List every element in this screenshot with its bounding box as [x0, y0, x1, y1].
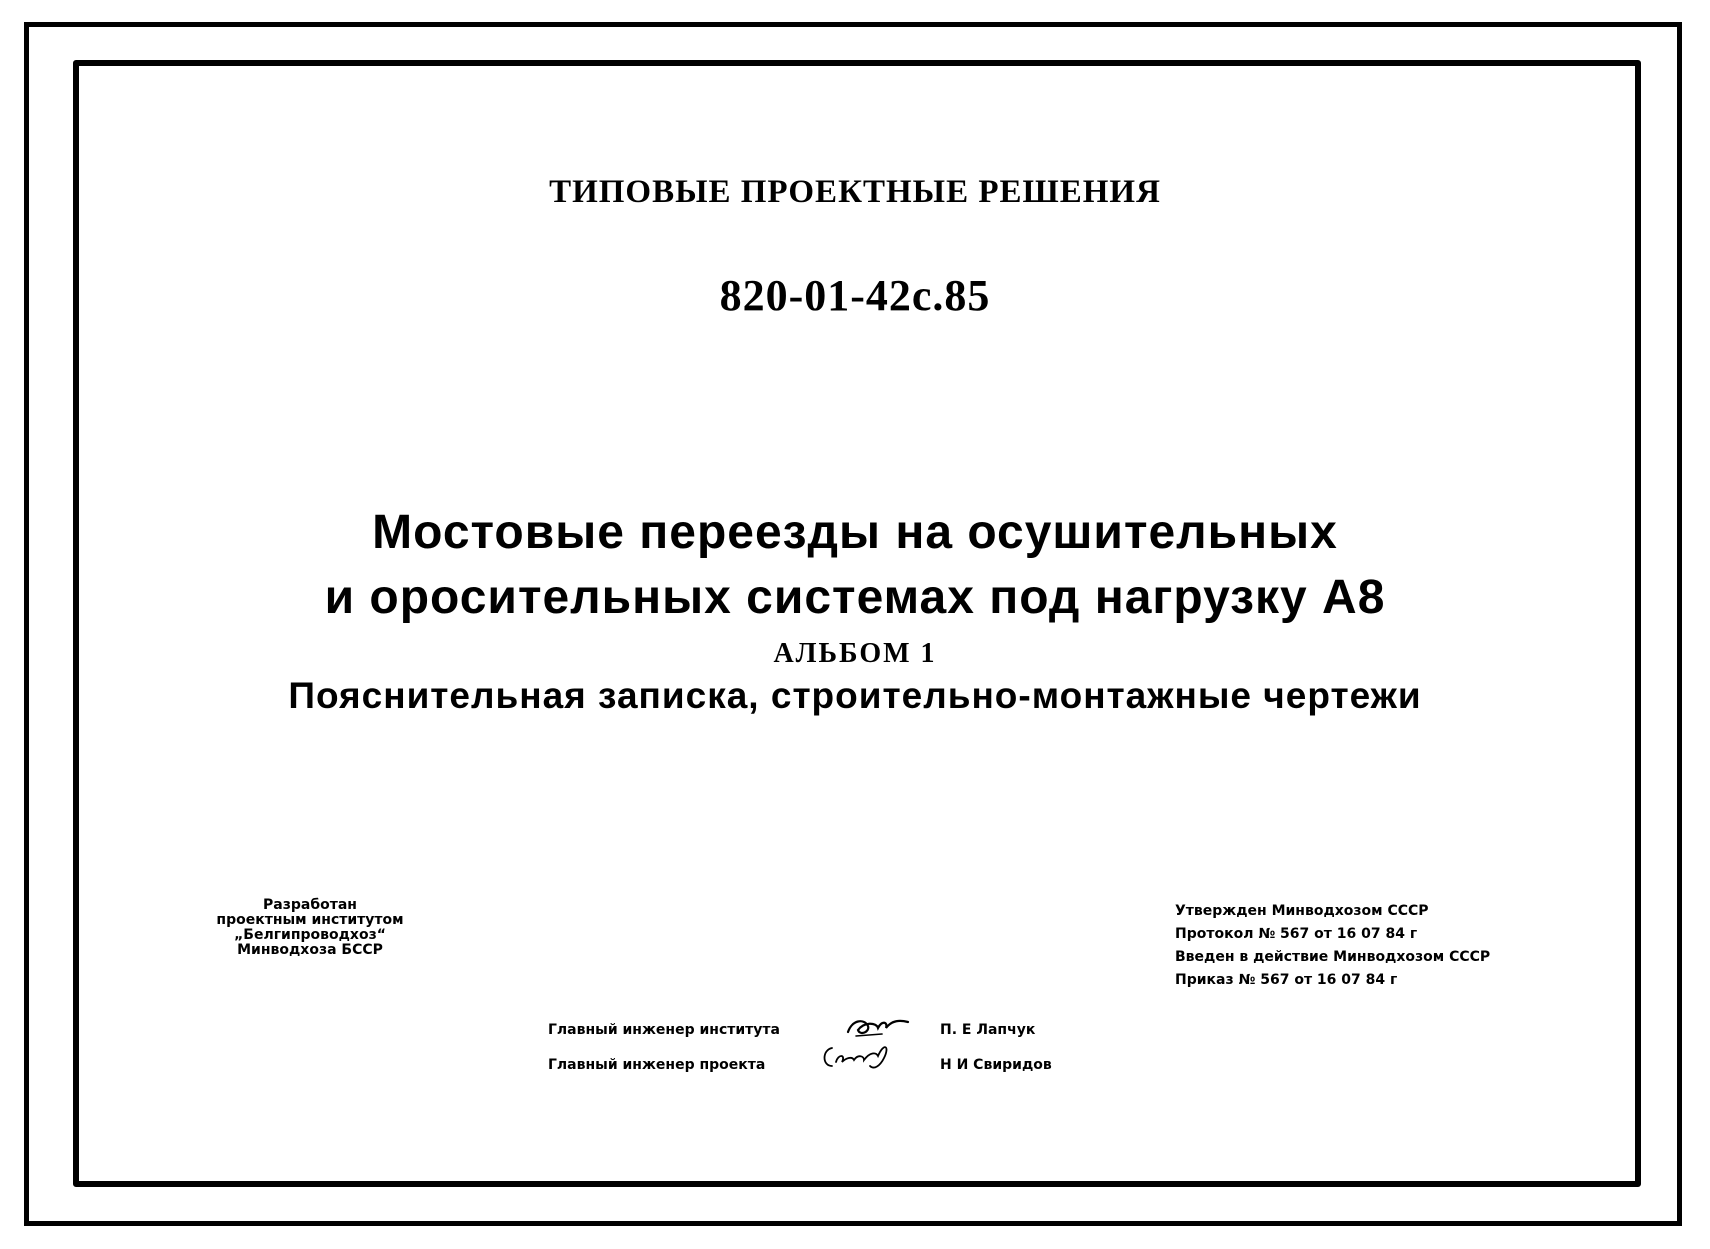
- album-label: АЛЬБОМ 1: [773, 638, 937, 669]
- approval-line-2: Протокол № 567 от 16 07 84 г: [1175, 926, 1418, 942]
- approval-line-1: Утвержден Минводхозом СССР: [1175, 903, 1429, 919]
- developer-line-3: „Белгипроводхоз“: [234, 927, 386, 943]
- series-title: ТИПОВЫЕ ПРОЕКТНЫЕ РЕШЕНИЯ: [549, 174, 1161, 210]
- signature-name-1: П. Е Лапчук: [940, 1022, 1036, 1038]
- approval-block: [1175, 900, 1490, 992]
- signature-name-2: Н И Свиридов: [940, 1057, 1052, 1073]
- title-line-2: и оросительных системах под нагрузку А8: [324, 571, 1386, 624]
- document-code: 820-01-42с.85: [719, 271, 991, 320]
- developer-line-1: Разработан: [263, 897, 357, 913]
- subtitle: Пояснительная записка, строительно-монтажные чертежи: [288, 675, 1422, 716]
- developer-line-4: Минводхоза БССР: [237, 942, 383, 958]
- developer-block: [190, 898, 430, 958]
- approval-line-4: Приказ № 567 от 16 07 84 г: [1175, 972, 1398, 988]
- handwritten-signature-2: [818, 1036, 898, 1076]
- signature-role-2: Главный инженер проекта: [548, 1057, 766, 1073]
- approval-line-3: Введен в действие Минводхозом СССР: [1175, 949, 1491, 965]
- developer-line-2: проектным институтом: [216, 912, 404, 928]
- title-line-1: Мостовые переезды на осушительных: [372, 506, 1338, 559]
- signature-role-1: Главный инженер института: [548, 1022, 780, 1038]
